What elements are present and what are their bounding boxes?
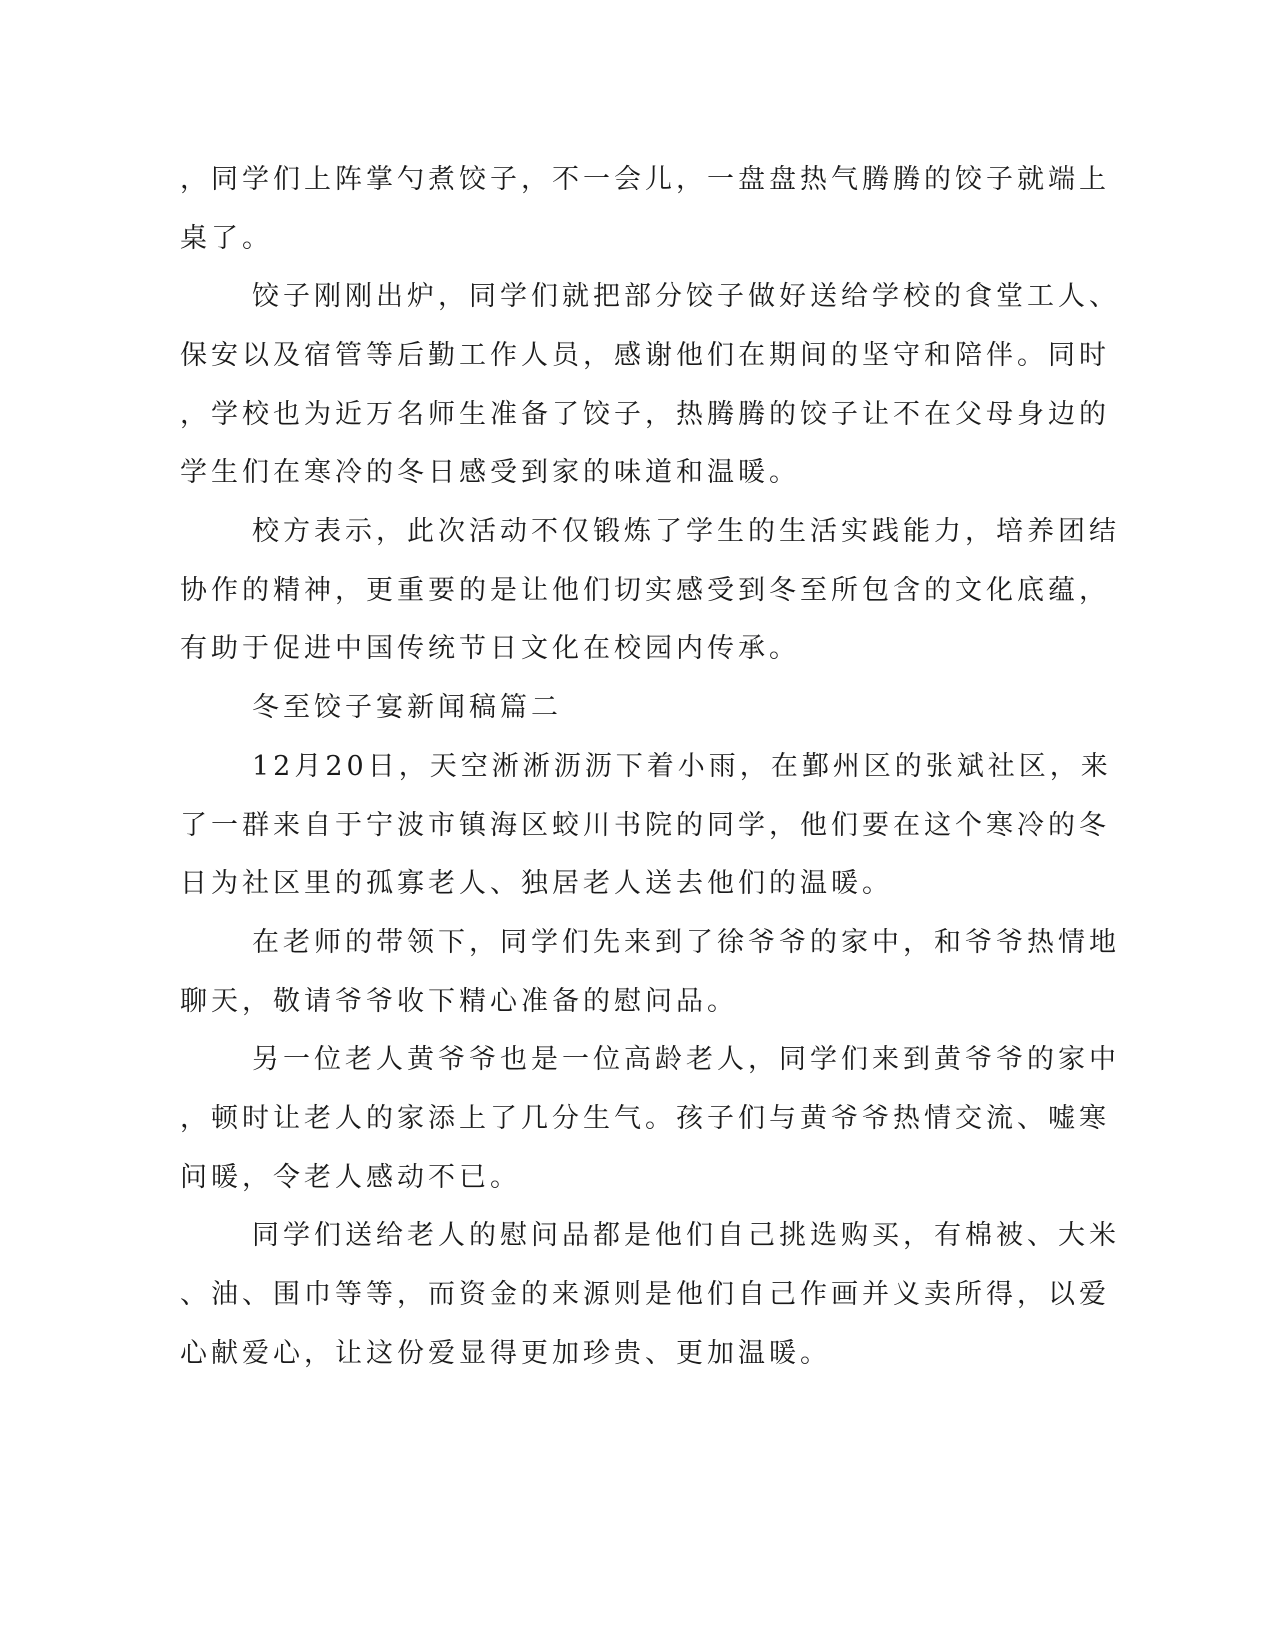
text-line: 了一群来自于宁波市镇海区蛟川书院的同学，他们要在这个寒冷的冬 xyxy=(180,810,1110,841)
section-heading: 冬至饺子宴新闻稿篇二 xyxy=(252,692,562,723)
text-line: 日为社区里的孤寡老人、独居老人送去他们的温暖。 xyxy=(180,868,893,899)
text-line: 在老师的带领下，同学们先来到了徐爷爷的家中，和爷爷热情地 xyxy=(252,927,1120,958)
text-line: 保安以及宿管等后勤工作人员，感谢他们在期间的坚守和陪伴。同时 xyxy=(180,340,1110,371)
text-line: 饺子刚刚出炉，同学们就把部分饺子做好送给学校的食堂工人、 xyxy=(252,281,1120,312)
text-line: 另一位老人黄爷爷也是一位高龄老人，同学们来到黄爷爷的家中 xyxy=(252,1044,1120,1075)
text-line: ，顿时让老人的家添上了几分生气。孩子们与黄爷爷热情交流、嘘寒 xyxy=(180,1103,1110,1134)
text-line: ，同学们上阵掌勺煮饺子，不一会儿，一盘盘热气腾腾的饺子就端上 xyxy=(180,164,1110,195)
text-line: ，学校也为近万名师生准备了饺子，热腾腾的饺子让不在父母身边的 xyxy=(180,399,1110,430)
text-line: 学生们在寒冷的冬日感受到家的味道和温暖。 xyxy=(180,457,800,488)
text-line: 12月20日，天空淅淅沥沥下着小雨，在鄞州区的张斌社区，来 xyxy=(252,751,1112,782)
text-line: 协作的精神，更重要的是让他们切实感受到冬至所包含的文化底蕴， xyxy=(180,575,1110,606)
text-line: 同学们送给老人的慰问品都是他们自己挑选购买，有棉被、大米 xyxy=(252,1220,1120,1251)
text-line: 、油、围巾等等，而资金的来源则是他们自己作画并义卖所得，以爱 xyxy=(180,1279,1110,1310)
text-line: 问暖，令老人感动不已。 xyxy=(180,1162,521,1193)
text-line: 校方表示，此次活动不仅锻炼了学生的生活实践能力，培养团结 xyxy=(252,516,1120,547)
text-line: 心献爱心，让这份爱显得更加珍贵、更加温暖。 xyxy=(180,1338,831,1369)
text-line: 聊天，敬请爷爷收下精心准备的慰问品。 xyxy=(180,986,738,1017)
text-line: 有助于促进中国传统节日文化在校园内传承。 xyxy=(180,633,800,664)
text-line: 桌了。 xyxy=(180,223,273,254)
